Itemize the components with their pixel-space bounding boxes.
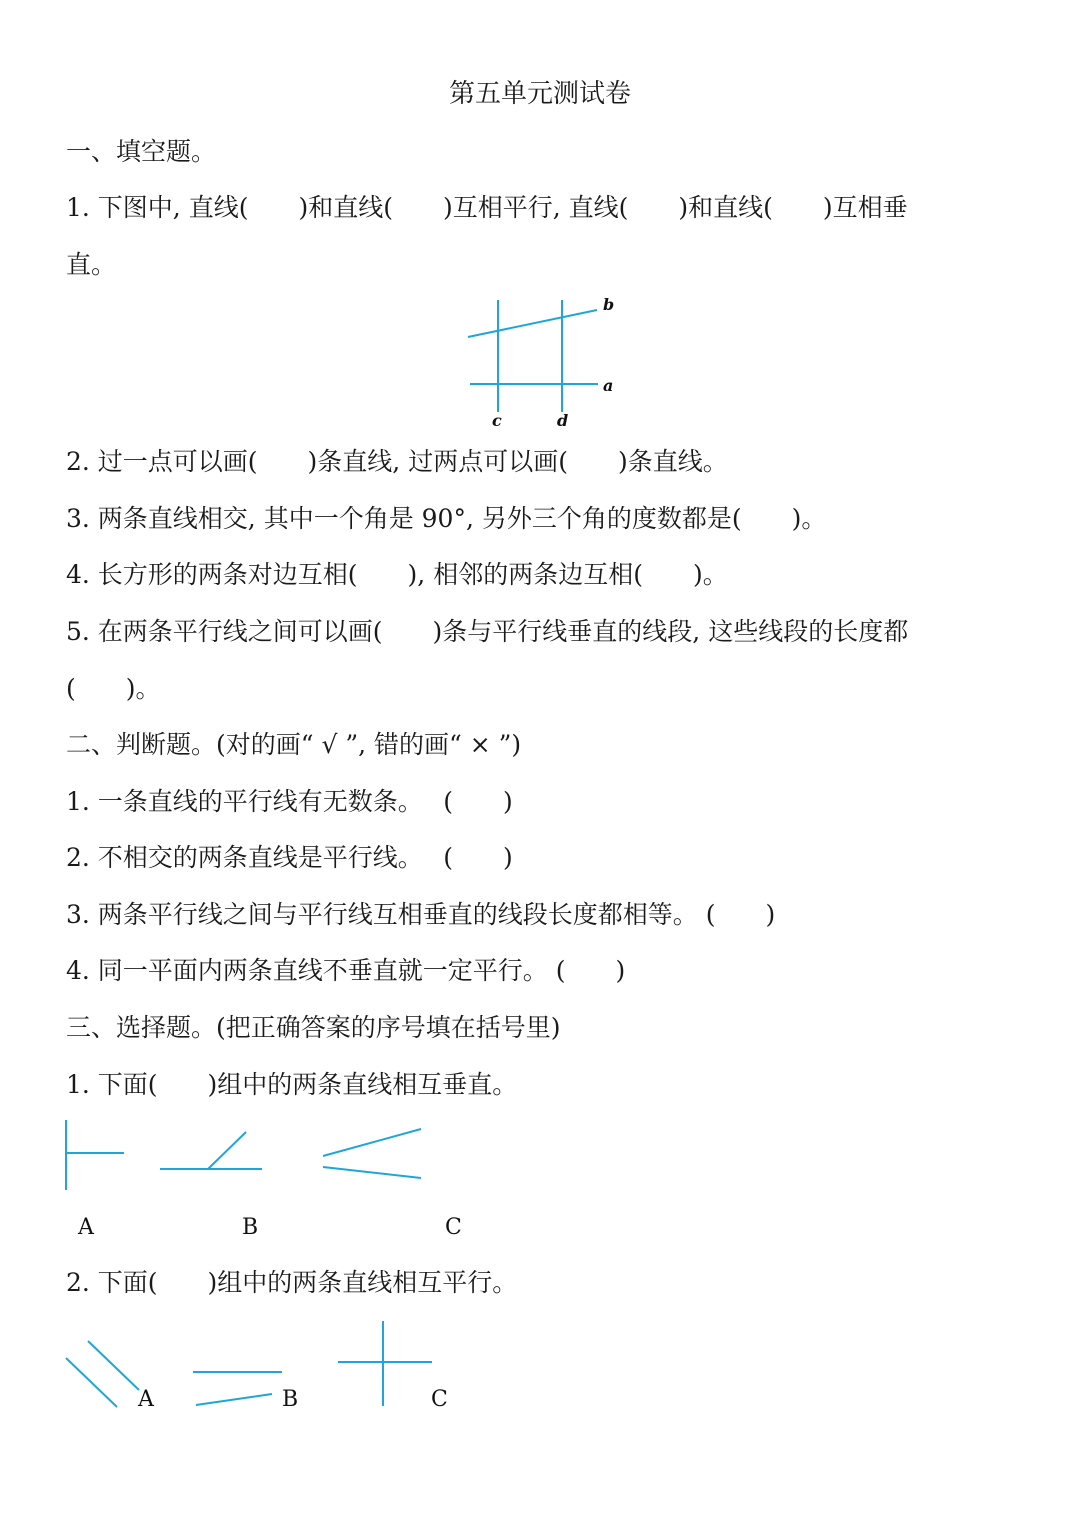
section1-heading: 一、填空题。 bbox=[66, 137, 217, 166]
page-title: 第五单元测试卷 bbox=[448, 79, 631, 109]
judge-question-2: 2. 不相交的两条直线是平行线。 ( ) bbox=[66, 843, 513, 872]
judge-question-4: 4. 同一平面内两条直线不垂直就一定平行。 ( ) bbox=[66, 956, 626, 985]
choice1-option-a: A bbox=[78, 1215, 94, 1240]
choice1-option-b: B bbox=[242, 1215, 259, 1240]
figure-lines-abcd bbox=[460, 290, 630, 435]
fill-question-5-line2: ( )。 bbox=[66, 674, 161, 703]
label-c: c bbox=[492, 411, 502, 430]
fill-question-3: 3. 两条直线相交, 其中一个角是 90°, 另外三个角的度数都是( )。 bbox=[66, 504, 827, 533]
section2-heading: 二、判断题。(对的画“ √ ”, 错的画“ × ”) bbox=[66, 730, 522, 759]
judge-question-3: 3. 两条平行线之间与平行线互相垂直的线段长度都相等。 ( ) bbox=[66, 900, 776, 929]
choice1-c-lower bbox=[323, 1167, 421, 1178]
choice2-a-line1 bbox=[66, 1358, 117, 1407]
choice2-option-b: B bbox=[282, 1387, 299, 1412]
line-b bbox=[468, 310, 597, 337]
choice1-option-c: C bbox=[445, 1215, 462, 1240]
choice1-c-upper bbox=[323, 1129, 421, 1156]
choice2-figures bbox=[0, 1315, 1080, 1415]
section3-heading: 三、选择题。(把正确答案的序号填在括号里) bbox=[66, 1013, 561, 1042]
judge-question-1: 1. 一条直线的平行线有无数条。 ( ) bbox=[66, 787, 513, 816]
fill-question-4: 4. 长方形的两条对边互相( ), 相邻的两条边互相( )。 bbox=[66, 560, 728, 589]
choice2-option-a: A bbox=[138, 1387, 154, 1412]
choice-question-2: 2. 下面( )组中的两条直线相互平行。 bbox=[66, 1268, 518, 1297]
choice1-figures bbox=[0, 1110, 1080, 1250]
fill-question-5-line1: 5. 在两条平行线之间可以画( )条与平行线垂直的线段, 这些线段的长度都 bbox=[66, 617, 909, 646]
choice2-b-lower bbox=[196, 1394, 272, 1405]
label-b: b bbox=[603, 295, 615, 314]
label-d: d bbox=[557, 411, 569, 430]
label-a: a bbox=[603, 376, 614, 395]
choice1-b-slant bbox=[208, 1132, 246, 1169]
fill-question-1-line2: 直。 bbox=[66, 250, 117, 279]
choice2-a-line2 bbox=[88, 1341, 139, 1390]
choice2-option-c: C bbox=[431, 1387, 448, 1412]
choice-question-1: 1. 下面( )组中的两条直线相互垂直。 bbox=[66, 1070, 518, 1099]
fill-question-1-line1: 1. 下图中, 直线( )和直线( )互相平行, 直线( )和直线( )互相垂 bbox=[66, 193, 908, 222]
fill-question-2: 2. 过一点可以画( )条直线, 过两点可以画( )条直线。 bbox=[66, 447, 728, 476]
